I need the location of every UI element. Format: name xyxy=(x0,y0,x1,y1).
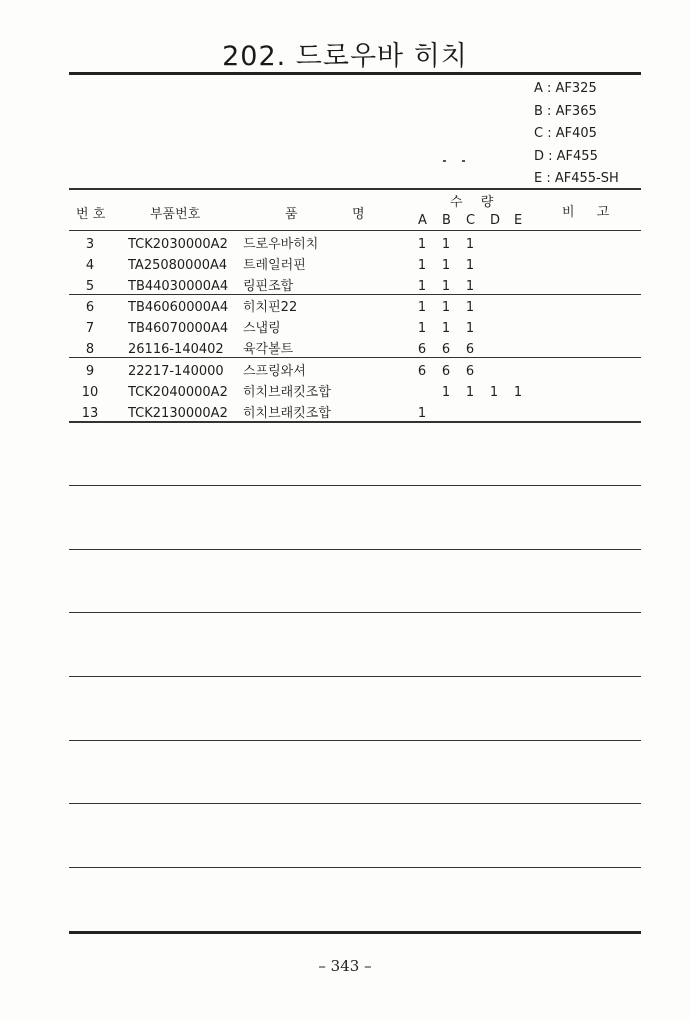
model-d: D : AF455 xyxy=(534,148,598,164)
header-name-1: 품 xyxy=(285,207,298,222)
row-qty-b: 1 xyxy=(441,300,451,315)
row-qty-b: 1 xyxy=(441,385,451,400)
row-part-number: TB44030000A4 xyxy=(128,279,229,294)
speck-mark xyxy=(462,160,465,162)
row-part-name: 트레일러핀 xyxy=(243,258,306,273)
row-qty-b: 1 xyxy=(441,258,451,273)
row-qty-a: 6 xyxy=(417,342,427,357)
header-no: 번 호 xyxy=(76,207,106,222)
row-part-name: 스냅링 xyxy=(243,321,281,336)
page-title: 202. 드로우바 히치 xyxy=(222,41,468,72)
row-part-name: 히치브래킷조합 xyxy=(243,385,331,400)
qty-col-a: A xyxy=(418,213,427,228)
group-rule xyxy=(69,294,641,295)
row-qty-c: 1 xyxy=(465,237,475,252)
footer-rule xyxy=(69,931,641,934)
header-bottom-rule xyxy=(69,230,641,231)
speck-mark xyxy=(443,160,446,162)
blank-rule xyxy=(69,549,641,550)
row-qty-c: 1 xyxy=(465,258,475,273)
row-qty-c: 6 xyxy=(465,342,475,357)
row-qty-a: 1 xyxy=(417,279,427,294)
row-qty-b: 1 xyxy=(441,237,451,252)
table-row xyxy=(0,361,690,382)
table-row xyxy=(0,382,690,403)
model-legend xyxy=(534,78,619,191)
row-qty-c: 1 xyxy=(465,279,475,294)
row-part-name: 스프링와셔 xyxy=(243,364,306,379)
page-number: – 343 – xyxy=(318,957,372,975)
blank-rule xyxy=(69,740,641,741)
row-part-number: 22217-140000 xyxy=(128,364,224,379)
row-part-number: TB46060000A4 xyxy=(128,300,229,315)
row-part-name: 히치핀22 xyxy=(243,300,298,315)
row-item-number: 9 xyxy=(85,364,95,379)
row-qty-d: 1 xyxy=(489,385,499,400)
row-qty-c: 1 xyxy=(465,385,475,400)
qty-col-e: E xyxy=(514,213,523,228)
blank-rule xyxy=(69,485,641,486)
row-qty-b: 1 xyxy=(441,321,451,336)
row-qty-c: 1 xyxy=(465,321,475,336)
row-qty-b: 6 xyxy=(441,364,451,379)
row-qty-b: 6 xyxy=(441,342,451,357)
row-part-name: 드로우바히치 xyxy=(243,237,319,252)
row-part-name: 히치브래킷조합 xyxy=(243,406,331,421)
row-qty-c: 1 xyxy=(465,300,475,315)
row-part-number: TCK2030000A2 xyxy=(128,237,228,252)
row-qty-a: 1 xyxy=(417,406,427,421)
table-row xyxy=(0,234,690,255)
row-part-number: TCK2040000A2 xyxy=(128,385,228,400)
group-rule xyxy=(69,357,641,358)
model-a: A : AF325 xyxy=(534,81,597,96)
row-item-number: 10 xyxy=(81,385,99,400)
blank-rule xyxy=(69,676,641,677)
qty-col-d: D xyxy=(490,213,501,228)
row-qty-a: 1 xyxy=(417,321,427,336)
row-qty-b: 1 xyxy=(441,279,451,294)
blank-rule xyxy=(69,867,641,868)
row-qty-e: 1 xyxy=(513,385,523,400)
row-part-name: 육각볼트 xyxy=(243,342,294,357)
row-part-number: TCK2130000A2 xyxy=(128,406,228,421)
row-item-number: 6 xyxy=(85,300,95,315)
row-item-number: 8 xyxy=(85,342,95,357)
header-part-no: 부품번호 xyxy=(150,207,201,222)
row-item-number: 5 xyxy=(85,279,95,294)
model-b: B : AF365 xyxy=(534,103,597,119)
row-item-number: 3 xyxy=(85,237,95,252)
row-qty-c: 6 xyxy=(465,364,475,379)
qty-col-b: B xyxy=(442,213,451,228)
header-remark: 비 고 xyxy=(562,205,610,220)
header-name-2: 명 xyxy=(352,207,365,222)
row-item-number: 7 xyxy=(85,321,95,336)
row-qty-a: 1 xyxy=(417,237,427,252)
title-underline xyxy=(69,72,641,75)
table-row xyxy=(0,255,690,276)
row-part-number: 26116-140402 xyxy=(128,342,224,357)
model-e: E : AF455-SH xyxy=(534,171,619,186)
blank-rule xyxy=(69,803,641,804)
row-qty-a: 6 xyxy=(417,364,427,379)
table-bottom-rule xyxy=(69,421,641,423)
row-part-number: TB46070000A4 xyxy=(128,321,229,336)
model-c: C : AF405 xyxy=(534,126,597,141)
row-qty-a: 1 xyxy=(417,258,427,273)
row-qty-a: 1 xyxy=(417,300,427,315)
row-item-number: 13 xyxy=(81,406,99,421)
qty-col-c: C xyxy=(466,213,476,228)
table-row xyxy=(0,297,690,318)
row-part-number: TA25080000A4 xyxy=(128,258,228,273)
blank-rule xyxy=(69,612,641,613)
row-part-name: 링핀조합 xyxy=(243,279,294,294)
table-row xyxy=(0,318,690,339)
header-qty: 수 량 xyxy=(450,195,494,210)
row-item-number: 4 xyxy=(85,258,95,273)
table-top-rule xyxy=(69,188,641,190)
